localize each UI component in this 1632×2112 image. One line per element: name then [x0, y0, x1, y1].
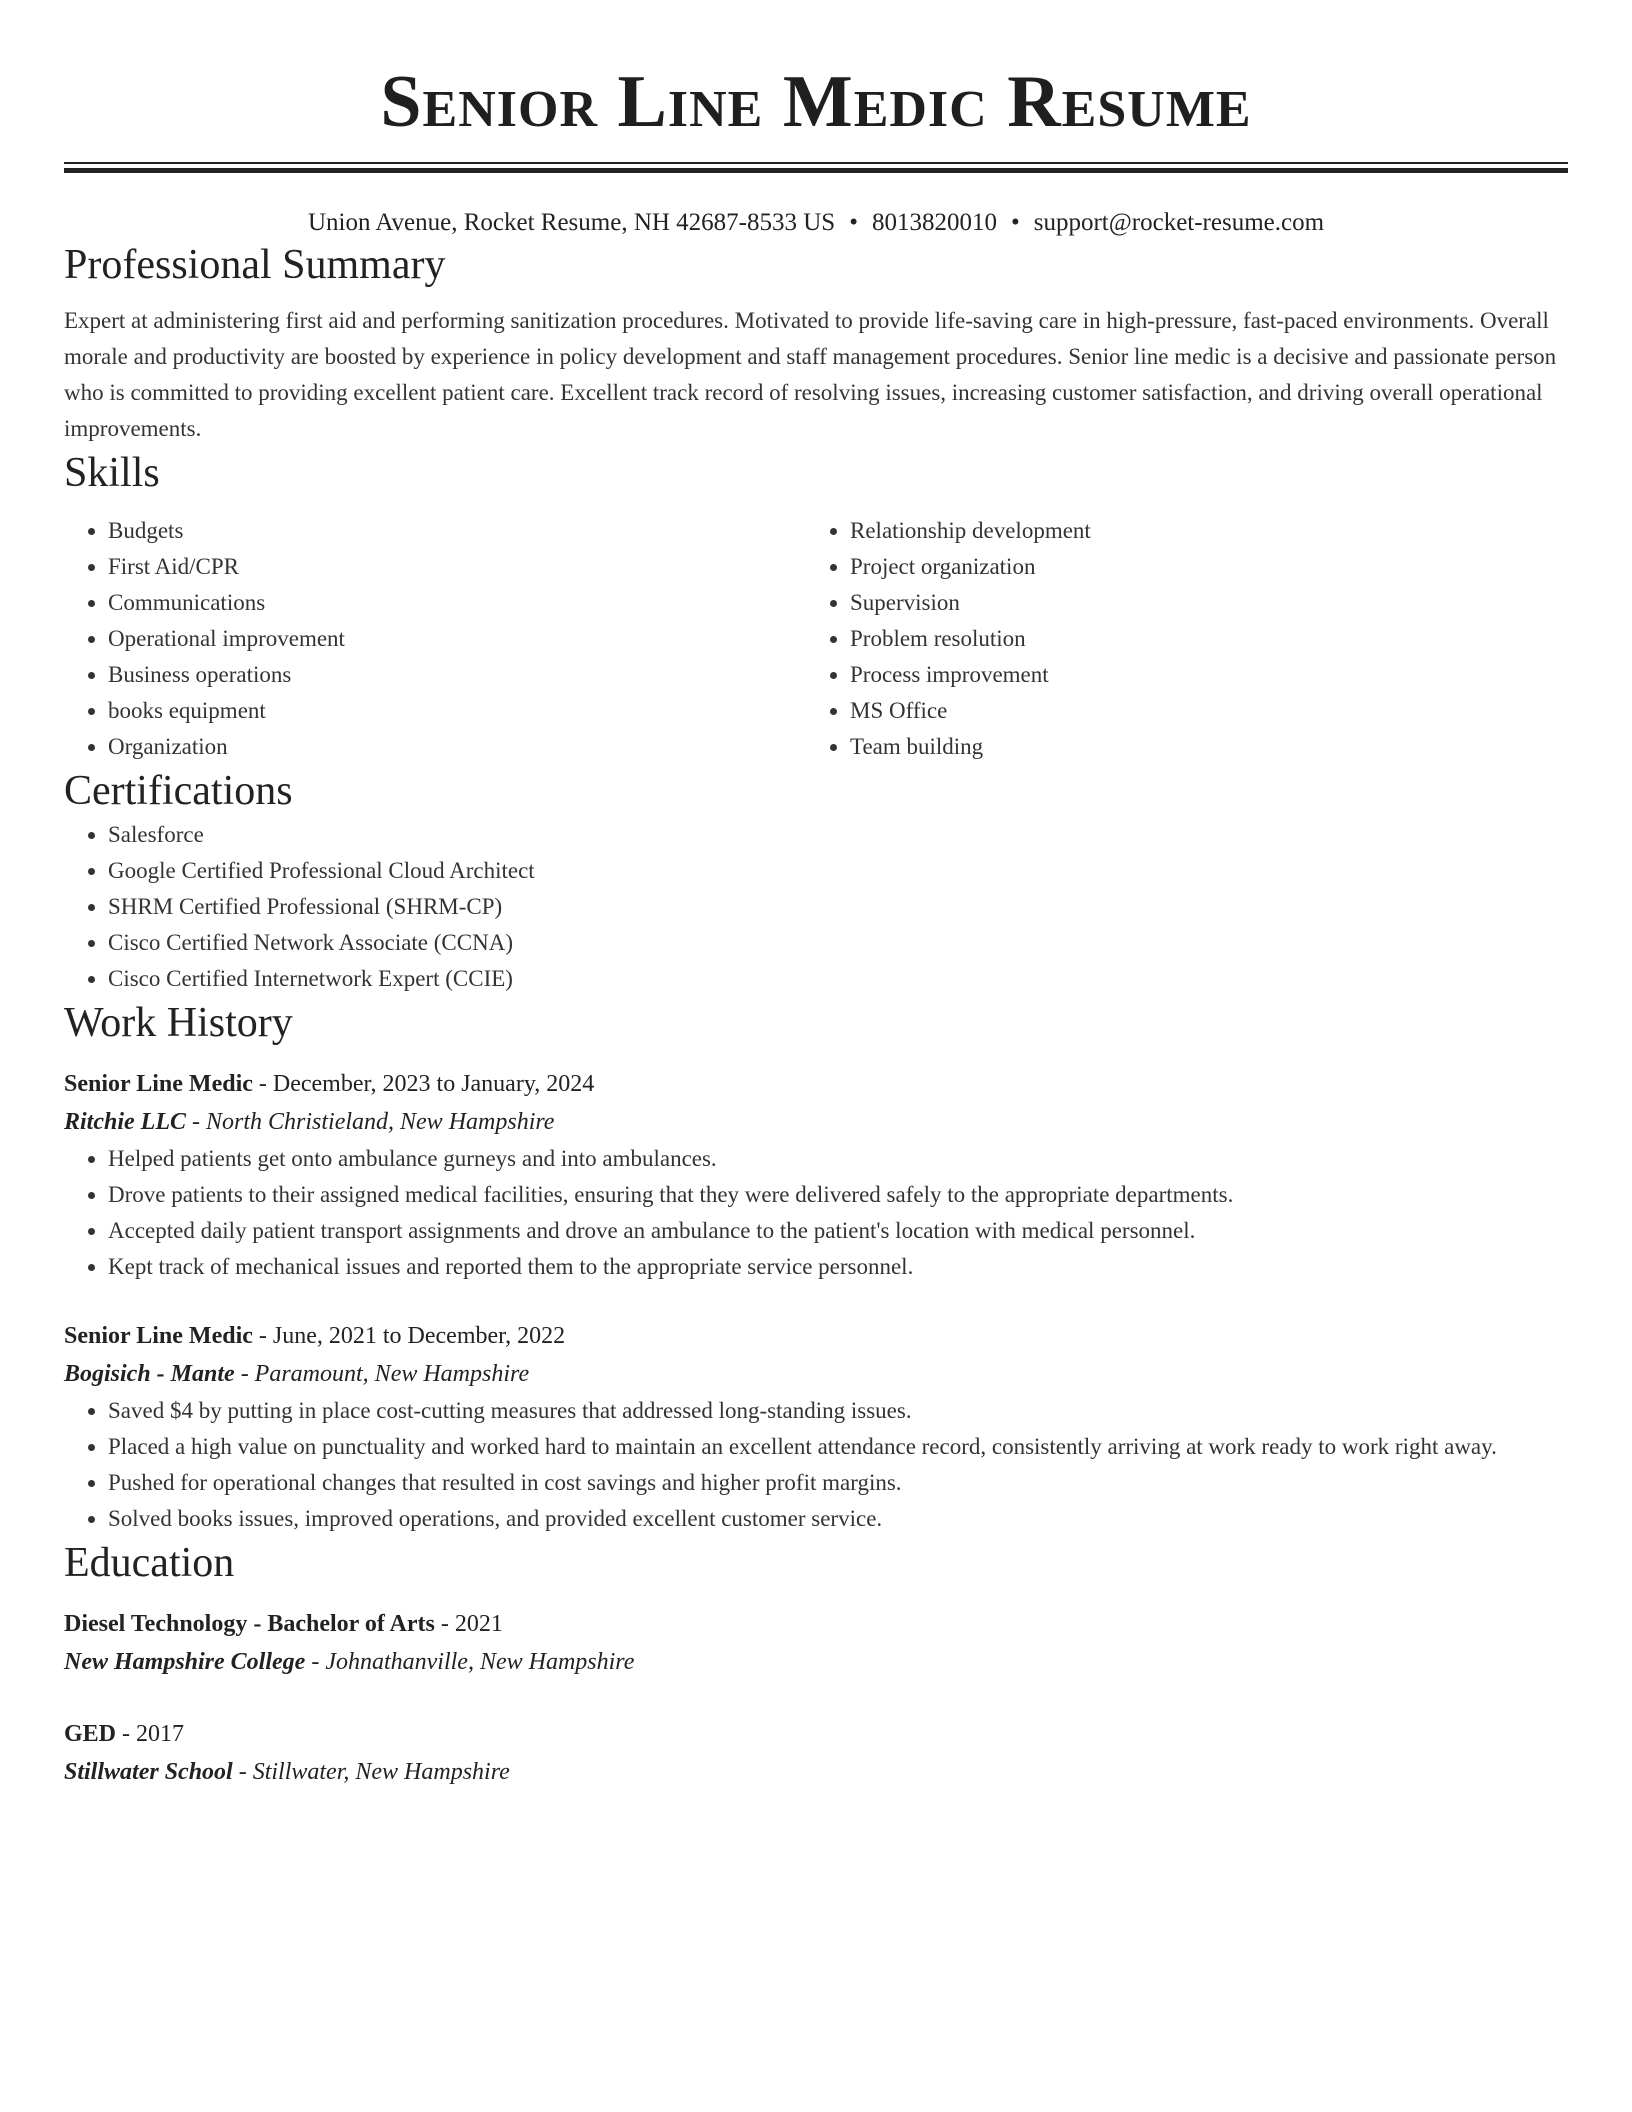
certification-item: • Google Certified Professional Cloud Architect [108, 853, 1568, 889]
job-employer [64, 1355, 1568, 1393]
education-institution [64, 1643, 1568, 1681]
summary-text: Expert at administering first aid and performing sanitization procedures. Motivated to provide life-saving care in high-pressure, fast-paced environments. Overall morale and productivity are boosted by experience in policy development and staff management procedures. Senior line medic is a decisive and passionate person who is committed to providing excellent patient care. Excellent track record of resolving issues, increasing customer satisfaction, and driving overall operational improvements. [64, 308, 1557, 441]
skills-heading: Skills [64, 450, 160, 496]
education-location: - Stillwater, New Hampshire [232, 1759, 510, 1785]
skill-item: • Organization [108, 729, 806, 765]
job-entry [64, 1065, 1568, 1285]
title-divider [64, 162, 1568, 173]
divider-thick-line [64, 168, 1568, 173]
skill-item: • Project organization [850, 549, 1548, 585]
skills-column-right [806, 513, 1548, 765]
job-company: Ritchie LLC [64, 1109, 186, 1135]
skill-item: • Team building [850, 729, 1548, 765]
skill-item: • Relationship development [850, 513, 1548, 549]
skill-item: • Supervision [850, 585, 1548, 621]
job-duty: • Placed a high value on punctuality and worked hard to maintain an excellent attendance record, consistently arriving at work ready to work right away. [108, 1429, 1568, 1465]
education-entry [64, 1605, 1568, 1681]
certifications-list [64, 817, 1568, 997]
skills-grid [64, 513, 1568, 765]
education-entry [64, 1715, 1568, 1791]
education-header [64, 1605, 1568, 1643]
skill-item: • books equipment [108, 693, 806, 729]
education-year: - 2021 [434, 1611, 503, 1637]
job-duty: • Kept track of mechanical issues and reported them to the appropriate service personnel. [108, 1249, 1568, 1285]
job-location: - Paramount, New Hampshire [234, 1361, 530, 1387]
job-duties-list [64, 1141, 1568, 1285]
skill-item: • Process improvement [850, 657, 1548, 693]
certification-item: • Cisco Certified Network Associate (CCNA) [108, 925, 1568, 961]
job-entry [64, 1317, 1568, 1537]
certifications-heading: Certifications [64, 768, 293, 814]
job-dates: - December, 2023 to January, 2024 [252, 1071, 595, 1097]
contact-separator: • [1010, 209, 1020, 236]
job-employer [64, 1103, 1568, 1141]
education-degree: Diesel Technology - Bachelor of Arts [64, 1611, 435, 1637]
job-duties-list [64, 1393, 1568, 1537]
contact-address: Union Avenue, Rocket Resume, NH 42687-8533 US [307, 209, 836, 236]
certification-item: • SHRM Certified Professional (SHRM-CP) [108, 889, 1568, 925]
certification-item: • Salesforce [108, 817, 1568, 853]
contact-email: support@rocket-resume.com [1033, 209, 1325, 236]
education-location: - Johnathanville, New Hampshire [305, 1649, 635, 1675]
skill-item: • Budgets [108, 513, 806, 549]
skill-item: • Operational improvement [108, 621, 806, 657]
education-heading: Education [64, 1540, 235, 1586]
job-role: Senior Line Medic [64, 1323, 253, 1349]
job-duty: • Accepted daily patient transport assignments and drove an ambulance to the patient's location with medical personnel. [108, 1213, 1568, 1249]
skill-item: • First Aid/CPR [108, 549, 806, 585]
contact-line [64, 207, 1568, 239]
education-school: Stillwater School [64, 1759, 233, 1785]
contact-separator: • [849, 209, 858, 236]
contact-phone: 8013820010 [871, 209, 997, 236]
divider-thin-line [64, 162, 1568, 164]
job-company: Bogisich - Mante [64, 1361, 235, 1387]
skills-list-right [806, 513, 1548, 765]
job-location: - North Christieland, New Hampshire [186, 1109, 555, 1135]
certification-item: • Cisco Certified Internetwork Expert (CCIE) [108, 961, 1568, 997]
job-duty: • Drove patients to their assigned medical facilities, ensuring that they were delivered safely to the appropriate departments. [108, 1177, 1568, 1213]
job-header [64, 1065, 1568, 1103]
work-history-heading: Work History [64, 1000, 293, 1046]
job-dates: - June, 2021 to December, 2022 [252, 1323, 566, 1349]
education-school: New Hampshire College [64, 1649, 306, 1675]
skill-item: • MS Office [850, 693, 1548, 729]
job-duty: • Helped patients get onto ambulance gurneys and into ambulances. [108, 1141, 1568, 1177]
resume-title: Senior Line Medic Resume [380, 61, 1252, 143]
job-role: Senior Line Medic [64, 1071, 253, 1097]
education-degree: GED [64, 1721, 117, 1747]
summary-heading: Professional Summary [64, 242, 446, 288]
skill-item: • Problem resolution [850, 621, 1548, 657]
job-header [64, 1317, 1568, 1355]
skill-item: • Communications [108, 585, 806, 621]
job-duty: • Solved books issues, improved operations, and provided excellent customer service. [108, 1501, 1568, 1537]
skill-item: • Business operations [108, 657, 806, 693]
skills-column-left [64, 513, 806, 765]
education-year: - 2017 [116, 1721, 185, 1747]
education-header [64, 1715, 1568, 1753]
skills-list-left [64, 513, 806, 765]
education-institution [64, 1753, 1568, 1791]
job-duty: • Saved $4 by putting in place cost-cutting measures that addressed long-standing issues. [108, 1393, 1568, 1429]
job-duty: • Pushed for operational changes that resulted in cost savings and higher profit margins. [108, 1465, 1568, 1501]
